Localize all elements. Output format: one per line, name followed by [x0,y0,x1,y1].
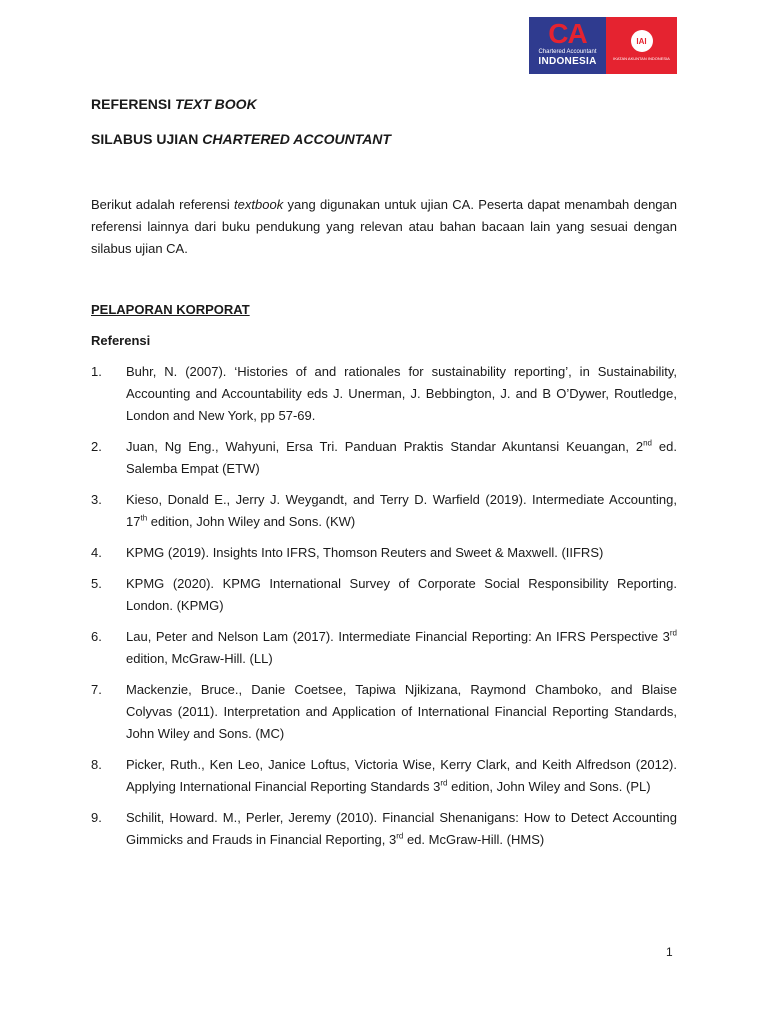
list-item [91,489,677,533]
text-run: Lau, Peter and Nelson Lam (2017). Intermediate Financial Reporting: An IFRS Perspective 3 [126,629,670,644]
heading-2-prefix: SILABUS UJIAN [91,131,203,147]
ca-logo-country: INDONESIA [538,56,597,67]
list-item-text [126,807,677,851]
text-run: edition, John Wiley and Sons. (KW) [147,514,356,529]
list-item-text [126,573,677,617]
text-run: Mackenzie, Bruce., Danie Coetsee, Tapiwa Njikizana, Raymond Chamboko, and Blaise Colyvas (2011). Interpretation and Application of International Financial Reporting Standards, John Wiley and Sons. (MC) [126,682,677,741]
superscript: rd [440,778,448,788]
list-item-number: 9. [91,810,102,825]
text-run: Schilit, Howard. M., Perler, Jeremy (2010). Financial Shenanigans: How to Detect Accounting Gimmicks and Frauds in Financial Reporting, 3 [126,810,677,847]
section-title: PELAPORAN KORPORAT [91,302,250,317]
heading-silabus [91,130,391,148]
intro-after: yang digunakan untuk ujian CA. Peserta dapat menambah dengan referensi lainnya dari buku pendukung yang relevan atau bahan bacaan lain yang sesuai dengan silabus ujian CA. [91,197,677,256]
list-item-number: 1. [91,364,102,379]
list-item-text [126,542,677,564]
text-run: Buhr, N. (2007). ‘Histories of and rationales for sustainability reporting’, in Sustainability, Accounting and Accountability eds J. Unerman, J. Bebbington, J. and B O’Dywer, Routledge, London and New York, pp 57-69. [126,364,677,423]
list-item-number: 5. [91,576,102,591]
text-run: edition, McGraw-Hill. (LL) [126,651,273,666]
text-run: ed. McGraw-Hill. (HMS) [403,832,545,847]
superscript: nd [643,438,653,448]
list-item-text [126,754,677,798]
reference-list [91,361,677,860]
text-run: ed. Salemba Empat (ETW) [126,439,677,476]
intro-italic: textbook [234,197,284,212]
text-run: Juan, Ng Eng., Wahyuni, Ersa Tri. Panduan Praktis Standar Akuntansi Keuangan, 2 [126,439,644,454]
list-item [91,626,677,670]
text-run: Picker, Ruth., Ken Leo, Janice Loftus, Victoria Wise, Kerry Clark, and Keith Alfredson (2012). Applying International Financial Reporting Standards 3 [126,757,677,794]
page-number: 1 [666,945,673,959]
ca-logo-panel [529,17,606,74]
list-item [91,542,677,564]
heading-1-prefix: REFERENSI [91,96,176,112]
iai-seal-text: IAI [636,36,647,46]
text-run: Kieso, Donald E., Jerry J. Weygandt, and Terry D. Warfield (2019). Intermediate Accounting, 17 [126,492,677,529]
list-item [91,436,677,480]
list-item [91,807,677,851]
list-item-text [126,679,677,745]
list-item [91,573,677,617]
text-run: KPMG (2020). KPMG International Survey of Corporate Social Responsibility Reporting. London. (KPMG) [126,576,677,613]
heading-2-italic: CHARTERED ACCOUNTANT [202,131,391,147]
superscript: rd [669,628,677,638]
list-item-number: 8. [91,757,102,772]
list-item-number: 4. [91,545,102,560]
heading-referensi [91,95,257,113]
ca-logo-mark: CA [548,18,587,49]
list-item [91,361,677,427]
list-item-number: 3. [91,492,102,507]
iai-logo-panel [606,17,677,74]
list-item-number: 2. [91,439,102,454]
intro-before: Berikut adalah referensi [91,197,235,212]
list-item [91,754,677,798]
list-item-text [126,489,677,533]
list-item-number: 6. [91,629,102,644]
iai-org-name: IKATAN AKUNTAN INDONESIA [613,56,670,61]
section-subtitle: Referensi [91,333,151,348]
list-item-text [126,626,677,670]
superscript: rd [396,831,404,841]
list-item-text [126,361,677,427]
ca-indonesia-logo [529,17,677,74]
text-run: KPMG (2019). Insights Into IFRS, Thomson Reuters and Sweet & Maxwell. (IIFRS) [126,545,604,560]
intro-paragraph [91,194,677,260]
text-run: edition, John Wiley and Sons. (PL) [447,779,651,794]
list-item-text [126,436,677,480]
ca-logo-subtitle: Chartered Accountant [538,49,597,55]
list-item-number: 7. [91,682,102,697]
superscript: th [140,513,148,523]
heading-1-italic: TEXT BOOK [175,96,257,112]
iai-seal-icon [631,30,653,52]
list-item [91,679,677,745]
